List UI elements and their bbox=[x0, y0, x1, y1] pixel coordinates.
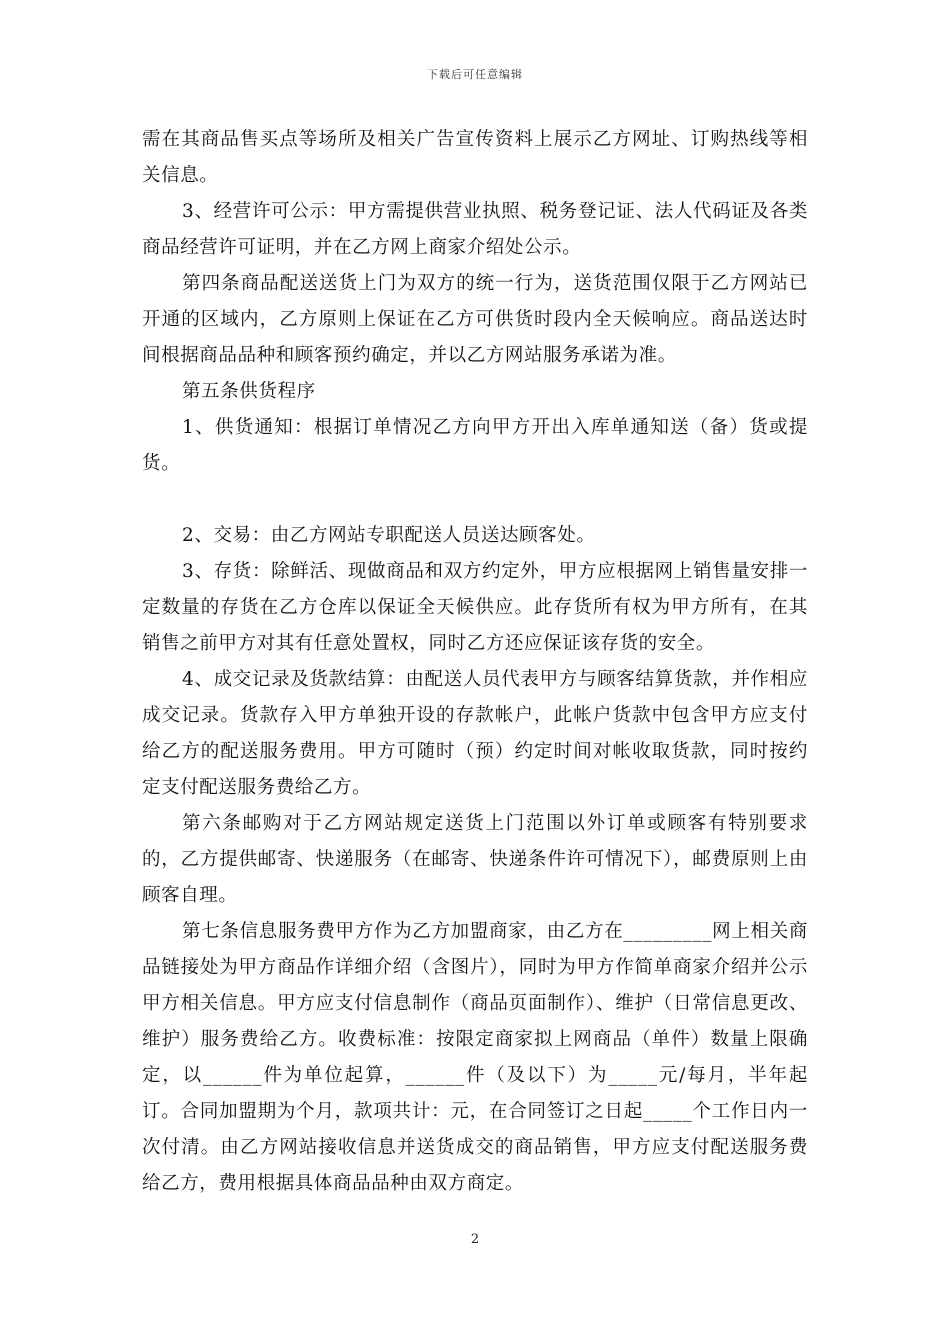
page-header-note: 下载后可任意编辑 bbox=[427, 68, 523, 81]
paragraph-article-4: 第四条商品配送送货上门为双方的统一行为，送货范围仅限于乙方网站已开通的区域内，乙方原则上保证在乙方可供货时段内全天候响应。商品送达时间根据商品品种和顾客预约确定，并以乙方网站服务承诺为准。 bbox=[142, 273, 808, 366]
paragraph-article-5-heading: 第五条供货程序 bbox=[182, 381, 316, 402]
paragraph-inventory: 3、存货：除鲜活、现做商品和双方约定外，甲方应根据网上销售量安排一定数量的存货在乙方仓库以保证全天候供应。此存货所有权为甲方所有，在其销售之前甲方对其有任意处置权，同时乙方还应保证该存货的安全。 bbox=[142, 561, 808, 654]
paragraph-business-license: 3、经营许可公示：甲方需提供营业执照、税务登记证、法人代码证及各类商品经营许可证明，并在乙方网上商家介绍处公示。 bbox=[142, 201, 808, 258]
paragraph-transaction: 2、交易：由乙方网站专职配送人员送达顾客处。 bbox=[182, 525, 596, 546]
page-number: 2 bbox=[470, 1232, 480, 1247]
paragraph-supply-notice: 1、供货通知：根据订单情况乙方向甲方开出入库单通知送（备）货或提货。 bbox=[142, 417, 808, 474]
paragraph-continuation: 需在其商品售买点等场所及相关广告宣传资料上展示乙方网址、订购热线等相关信息。 bbox=[142, 129, 808, 186]
paragraph-settlement: 4、成交记录及货款结算：由配送人员代表甲方与顾客结算货款，并作相应成交记录。货款存入甲方单独开设的存款帐户，此帐户货款中包含甲方应支付给乙方的配送服务费用。甲方可随时（预）约定时间对帐收取货款，同时按约定支付配送服务费给乙方。 bbox=[142, 669, 808, 798]
paragraph-article-6: 第六条邮购对于乙方网站规定送货上门范围以外订单或顾客有特别要求的，乙方提供邮寄、快递服务（在邮寄、快递条件许可情况下），邮费原则上由顾客自理。 bbox=[142, 813, 808, 906]
document-body bbox=[142, 122, 808, 1202]
paragraph-article-7: 第七条信息服务费甲方作为乙方加盟商家，由乙方在_________网上相关商品链接处为甲方商品作详细介绍（含图片），同时为甲方作简单商家介绍并公示甲方相关信息。甲方应支付信息制作（商品页面制作）、维护（日常信息更改、维护）服务费给乙方。收费标准：按限定商家拟上网商品（单件）数量上限确定，以______件为单位起算，______件（及以下）为_____元/每月，半年起订。合同加盟期为个月，款项共计：元，在合同签订之日起_____个工作日内一次付清。由乙方网站接收信息并送货成交的商品销售，甲方应支付配送服务费给乙方，费用根据具体商品品种由双方商定。 bbox=[142, 921, 808, 1194]
